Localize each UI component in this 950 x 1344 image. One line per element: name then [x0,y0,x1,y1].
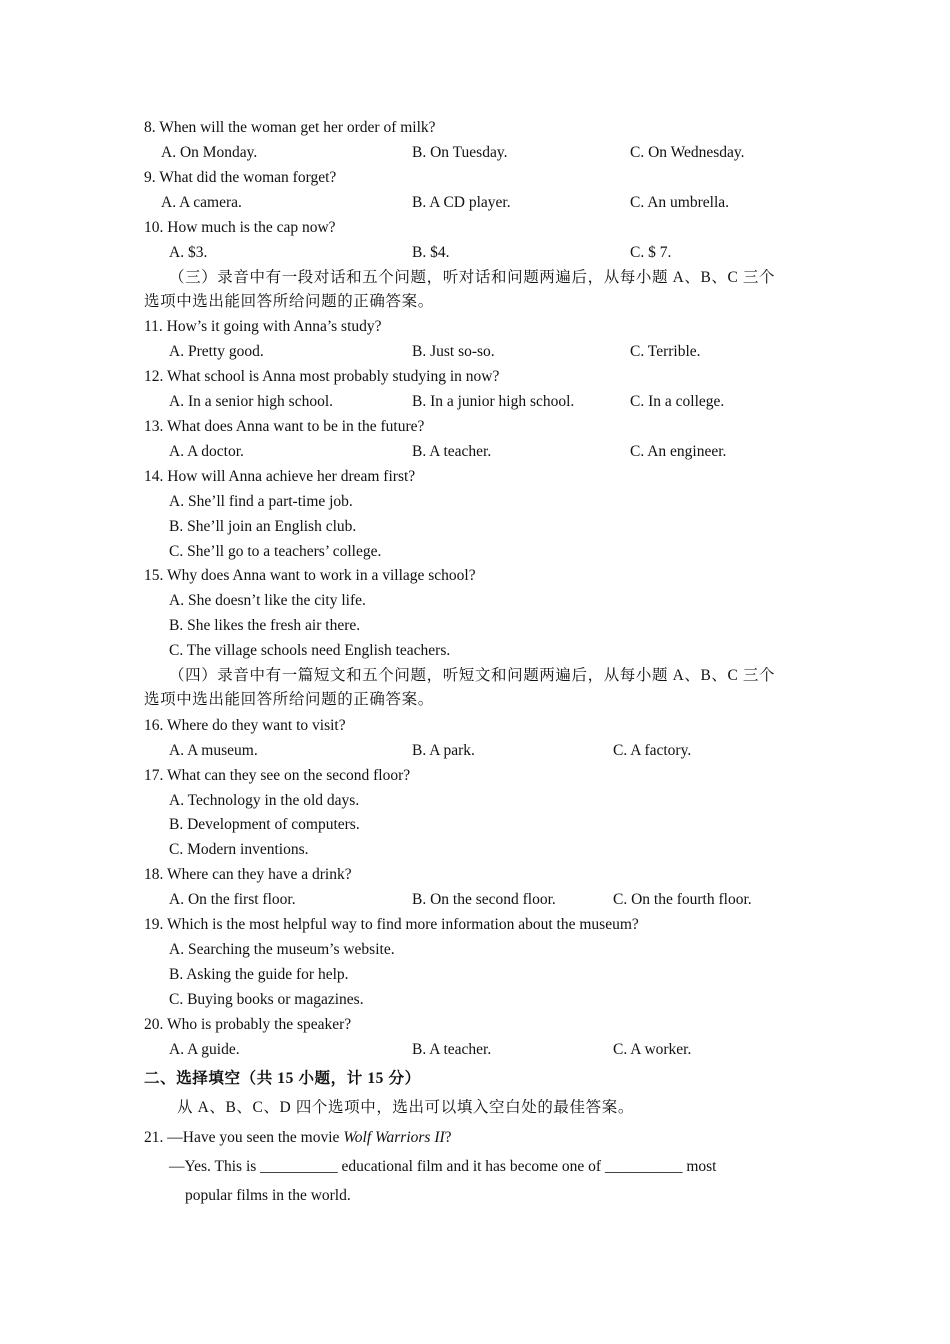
q15-option-c: C. The village schools need English teachers. [169,642,451,659]
q9-option-a: A. A camera. [161,194,242,211]
question-18: 18. Where can they have a drink? [144,866,352,883]
q11-option-b: B. Just so-so. [412,343,495,360]
question-8: 8. When will the woman get her order of milk? [144,119,436,136]
question-9: 9. What did the woman forget? [144,169,337,186]
q16-option-b: B. A park. [412,742,475,759]
q16-option-a: A. A museum. [169,742,258,759]
question-20: 20. Who is probably the speaker? [144,1016,352,1033]
q10-option-a: A. $3. [169,244,208,261]
q20-option-b: B. A teacher. [412,1041,492,1058]
question-16: 16. Where do they want to visit? [144,717,346,734]
section-4-instruction-line2: 选项中选出能回答所给问题的正确答案。 [144,691,434,708]
q12-option-b: B. In a junior high school. [412,393,575,410]
q19-option-a: A. Searching the museum’s website. [169,941,395,958]
question-12: 12. What school is Anna most probably studying in now? [144,368,500,385]
q17-option-c: C. Modern inventions. [169,841,309,858]
question-15: 15. Why does Anna want to work in a village school? [144,567,476,584]
question-17: 17. What can they see on the second floor? [144,767,411,784]
q10-option-b: B. $4. [412,244,450,261]
q16-option-c: C. A factory. [613,742,692,759]
question-13: 13. What does Anna want to be in the future? [144,418,425,435]
q19-option-b: B. Asking the guide for help. [169,966,349,983]
q18-option-b: B. On the second floor. [412,891,556,908]
section-4-instruction-line1: （四）录音中有一篇短文和五个问题，听短文和问题两遍后，从每小题 A、B、C 三个 [169,667,776,684]
q10-option-c: C. $ 7. [630,244,672,261]
section-3-instruction-line2: 选项中选出能回答所给问题的正确答案。 [144,293,434,310]
q13-option-c: C. An engineer. [630,443,727,460]
q21-stem-prefix: 21. —Have you seen the movie [144,1129,344,1146]
q21-movie-title: Wolf Warriors II [343,1129,445,1146]
q18-option-c: C. On the fourth floor. [613,891,752,908]
question-10: 10. How much is the cap now? [144,219,336,236]
q11-option-a: A. Pretty good. [169,343,264,360]
q19-option-c: C. Buying books or magazines. [169,991,364,1008]
question-14: 14. How will Anna achieve her dream first? [144,468,416,485]
q8-option-a: A. On Monday. [161,144,258,161]
section-3-instruction-line1: （三）录音中有一段对话和五个问题，听对话和问题两遍后，从每小题 A、B、C 三个 [169,269,776,286]
q18-option-a: A. On the first floor. [169,891,296,908]
q8-option-b: B. On Tuesday. [412,144,508,161]
q12-option-a: A. In a senior high school. [169,393,334,410]
q9-option-c: C. An umbrella. [630,194,730,211]
part-2-heading: 二、选择填空（共 15 小题，计 15 分） [144,1070,421,1087]
q13-option-a: A. A doctor. [169,443,244,460]
q12-option-c: C. In a college. [630,393,725,410]
q20-option-c: C. A worker. [613,1041,692,1058]
q17-option-a: A. Technology in the old days. [169,792,360,809]
q13-option-b: B. A teacher. [412,443,492,460]
question-11: 11. How’s it going with Anna’s study? [144,318,382,335]
q15-option-b: B. She likes the fresh air there. [169,617,361,634]
q14-option-a: A. She’ll find a part-time job. [169,493,353,510]
q8-option-c: C. On Wednesday. [630,144,745,161]
q21-answer-line2: popular films in the world. [185,1187,351,1204]
q20-option-a: A. A guide. [169,1041,240,1058]
q14-option-b: B. She’ll join an English club. [169,518,357,535]
q21-stem-suffix: ? [444,1129,452,1146]
q15-option-a: A. She doesn’t like the city life. [169,592,366,609]
q21-answer-line1: —Yes. This is __________ educational film and it has become one of __________ most [169,1158,717,1175]
question-19: 19. Which is the most helpful way to find more information about the museum? [144,916,639,933]
q9-option-b: B. A CD player. [412,194,511,211]
part-2-instruction: 从 A、B、C、D 四个选项中，选出可以填入空白处的最佳答案。 [177,1099,634,1116]
question-21 [144,1128,452,1148]
q17-option-b: B. Development of computers. [169,816,360,833]
q14-option-c: C. She’ll go to a teachers’ college. [169,543,382,560]
q11-option-c: C. Terrible. [630,343,701,360]
